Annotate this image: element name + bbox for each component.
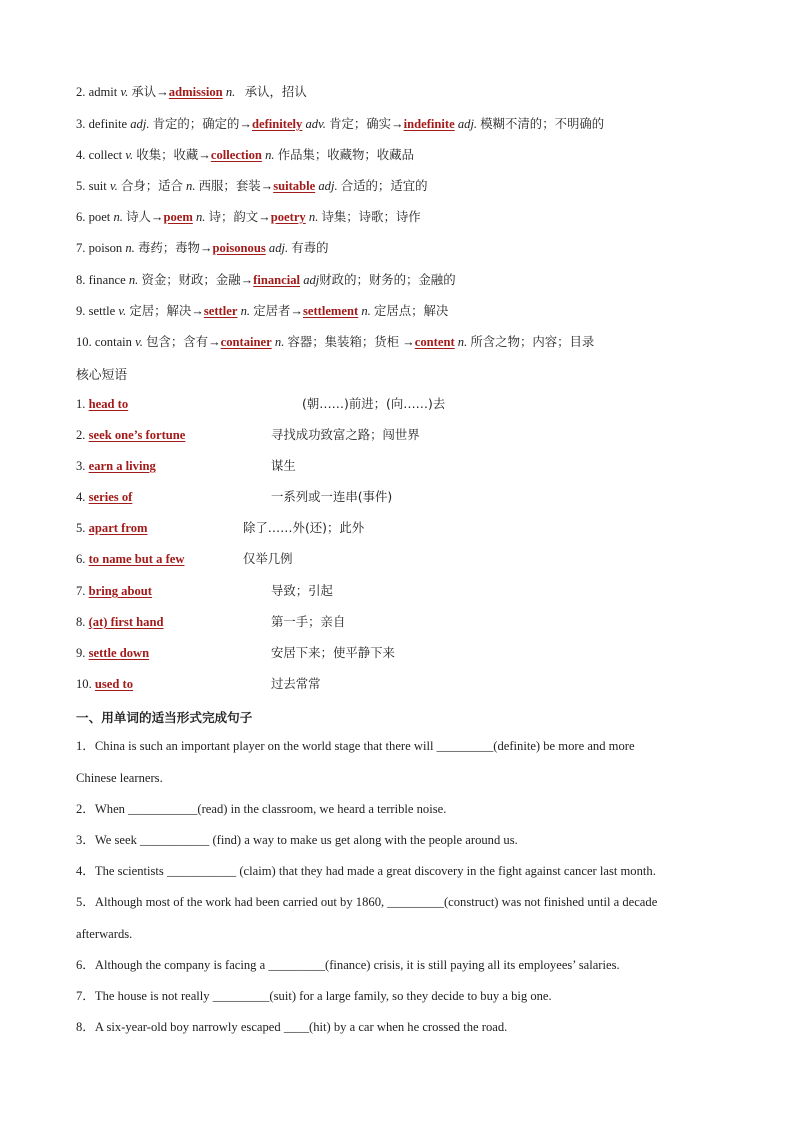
exercise-line: 3．We seek ___________ (find) a way to make us get along with the people around us. [76,833,518,847]
phrase-cn: 寻找成功致富之路；闯世界 [271,427,420,442]
exercise-line: 2．When ___________(read) in the classroom, we heard a terrible noise. [76,802,447,816]
word-row: 5. suit v. 合身；适合 n. 西服；套装→suitable adj. 合适的；适宜的 [76,178,428,193]
word-row: 9. settle v. 定居；解决→settler n. 定居者→settlement n. 定居点；解决 [76,303,449,318]
exercise-line: 4．The scientists ___________ (claim) that they had made a great discovery in the fight against cancer last month. [76,864,656,878]
phrase-en: 6. to name but a few [76,552,185,566]
word-row: 7. poison n. 毒药；毒物→poisonous adj. 有毒的 [76,240,329,255]
phrase-cn: 第一手；亲自 [271,614,346,629]
phrase-en: 7. bring about [76,584,152,598]
phrase-cn: (朝……)前进；(向……)去 [302,396,446,411]
exercise-line: afterwards. [76,927,133,941]
word-row: 10. contain v. 包含；含有→container n. 容器；集装箱；货柜 →content n. 所含之物；内容；目录 [76,334,595,349]
word-row: 2. admit v. 承认→admission n. 承认，招认 [76,84,307,99]
phrase-cn: 除了……外(还)；此外 [243,520,365,535]
phrase-cn: 安居下来；使平静下来 [271,645,395,660]
exercise-line: 1．China is such an important player on the world stage that there will _________(definite) be more and more [76,739,635,753]
phrase-en: 1. head to [76,397,129,411]
phrase-cn: 谋生 [271,458,296,473]
phrase-cn: 过去常常 [271,676,321,691]
phrase-en: 5. apart from [76,521,148,535]
phrase-en: 3. earn a living [76,459,156,473]
phrase-en: 9. settle down [76,646,150,660]
exercise-line: 5．Although most of the work had been carried out by 1860, _________(construct) was not finished until a decade [76,895,658,909]
word-row: 6. poet n. 诗人→poem n. 诗；韵文→poetry n. 诗集；诗歌；诗作 [76,209,421,224]
phrase-cn: 仅举几例 [243,551,293,566]
phrase-en: 10. used to [76,677,134,691]
exercise-line: 8．A six-year-old boy narrowly escaped ____(hit) by a car when he crossed the road. [76,1020,508,1034]
phrase-cn: 导致；引起 [271,583,333,598]
exercise-line: Chinese learners. [76,771,163,785]
phrase-en: 4. series of [76,490,133,504]
word-row: 4. collect v. 收集；收藏→collection n. 作品集；收藏物；收藏品 [76,147,414,162]
phrase-en: 8. (at) first hand [76,615,164,629]
phrases-title: 核心短语 [76,368,128,383]
exercise-title: 一、用单词的适当形式完成句子 [76,710,253,725]
word-row: 3. definite adj. 肯定的；确定的→definitely adv. 肯定；确实→indefinite adj. 模糊不清的；不明确的 [76,116,605,131]
word-row: 8. finance n. 资金；财政；金融→financial adj财政的；财务的；金融的 [76,272,456,287]
phrase-cn: 一系列或一连串(事件) [271,489,393,504]
exercise-line: 6．Although the company is facing a _________(finance) crisis, it is still paying all its employees’ salaries. [76,958,620,972]
exercise-line: 7．The house is not really _________(suit) for a large family, so they decide to buy a big one. [76,989,552,1003]
phrase-en: 2. seek one’s fortune [76,428,186,442]
